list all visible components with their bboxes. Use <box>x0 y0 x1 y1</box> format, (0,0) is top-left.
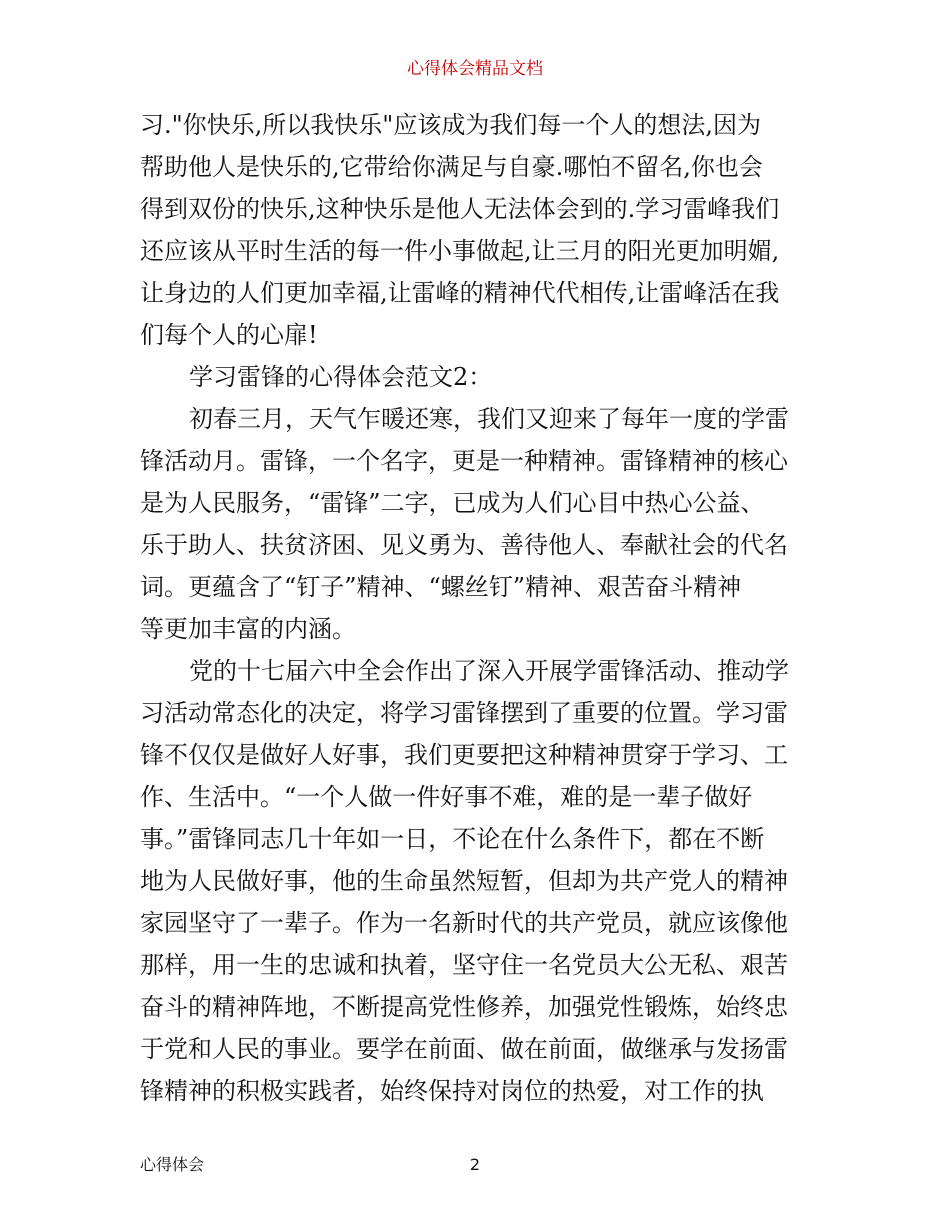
body-line: 地为人民做好事，他的生命虽然短暂，但却为共产党人的精神 <box>140 867 788 895</box>
document-body <box>140 104 812 1112</box>
body-line: 词。更蕴含了“钉子”精神、“螺丝钉”精神、艰苦奋斗精神 <box>140 573 742 601</box>
body-line: 那样，用一生的忠诚和执着，坚守住一名党员大公无私、艰苦 <box>140 951 788 979</box>
section-heading: 学习雷锋的心得体会范文2： <box>189 363 493 391</box>
body-line: 还应该从平时生活的每一件小事做起,让三月的阳光更加明媚, <box>140 237 780 265</box>
body-line: 得到双份的快乐,这种快乐是他人无法体会到的.学习雷峰我们 <box>140 195 780 223</box>
body-line: 事。”雷锋同志几十年如一日，不论在什么条件下，都在不断 <box>140 825 765 853</box>
body-line: 习活动常态化的决定，将学习雷锋摆到了重要的位置。学习雷 <box>140 699 788 727</box>
body-line: 家园坚守了一辈子。作为一名新时代的共产党员，就应该像他 <box>140 909 788 937</box>
body-line: 乐于助人、扶贫济困、见义勇为、善待他人、奉献社会的代名 <box>140 531 788 559</box>
body-line: 奋斗的精神阵地，不断提高党性修养，加强党性锻炼，始终忠 <box>140 993 788 1021</box>
body-line: 党的十七届六中全会作出了深入开展学雷锋活动、推动学 <box>189 657 789 685</box>
body-line: 初春三月，天气乍暖还寒，我们又迎来了每年一度的学雷 <box>189 405 789 433</box>
body-line: 习."你快乐,所以我快乐"应该成为我们每一个人的想法,因为 <box>140 111 761 139</box>
body-line: 帮助他人是快乐的,它带给你满足与自豪.哪怕不留名,你也会 <box>140 153 763 181</box>
page-number: 2 <box>469 1155 481 1174</box>
body-line: 作、生活中。“一个人做一件好事不难，难的是一辈子做好 <box>140 783 753 811</box>
footer-label: 心得体会 <box>140 1155 205 1174</box>
body-line: 于党和人民的事业。要学在前面、做在前面，做继承与发扬雷 <box>140 1035 788 1063</box>
body-line: 锋不仅仅是做好人好事，我们更要把这种精神贯穿于学习、工 <box>140 741 788 769</box>
body-line: 让身边的人们更加幸福,让雷峰的精神代代相传,让雷峰活在我 <box>140 279 780 307</box>
body-line: 们每个人的心扉! <box>140 321 318 349</box>
body-line: 锋活动月。雷锋，一个名字，更是一种精神。雷锋精神的核心 <box>140 447 788 475</box>
body-line: 是为人民服务，“雷锋”二字，已成为人们心目中热心公益、 <box>140 489 765 517</box>
body-line: 等更加丰富的内涵。 <box>140 615 356 643</box>
page-header-title: 心得体会精品文档 <box>407 59 543 79</box>
body-line: 锋精神的积极实践者，始终保持对岗位的热爱，对工作的执 <box>140 1077 764 1105</box>
